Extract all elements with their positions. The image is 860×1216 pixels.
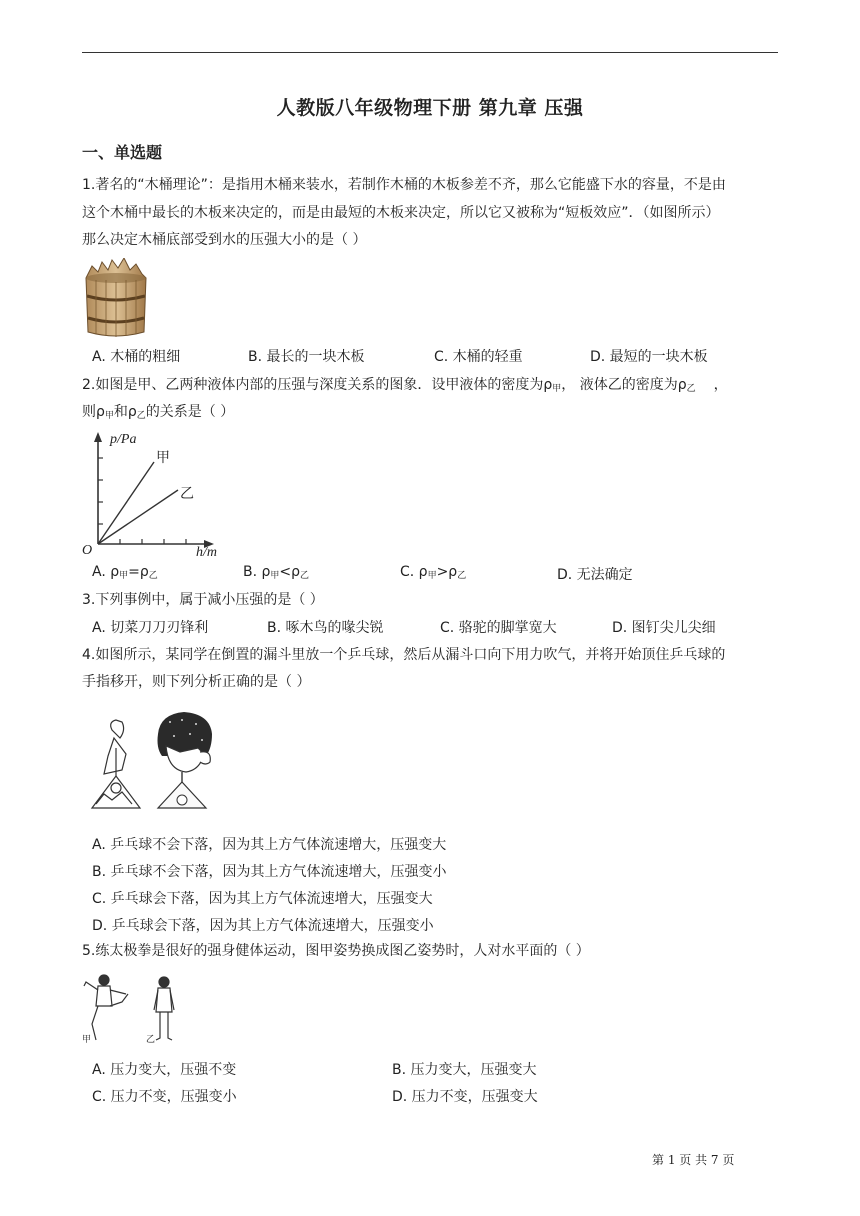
question-1-option-b[interactable]: B. 最长的一块木板 [248,349,365,365]
figure-label-jia: 甲 [82,1035,92,1045]
question-2-option-d[interactable]: D. 无法确定 [557,567,633,583]
pressure-depth-graph [80,428,230,560]
question-5-option-a[interactable]: A. 压力变大，压强不变 [92,1062,237,1078]
series-label-jia: 甲 [156,450,170,466]
question-4-option-c[interactable]: C. 乒乓球会下落，因为其上方气体流速增大，压强变大 [92,891,433,907]
question-4-option-d[interactable]: D. 乒乓球会下落，因为其上方气体流速增大，压强变小 [92,918,434,934]
question-4-option-b[interactable]: B. 乒乓球不会下落，因为其上方气体流速增大，压强变小 [92,864,447,880]
question-4-option-a[interactable]: A. 乒乓球不会下落，因为其上方气体流速增大，压强变大 [92,837,447,853]
question-5-option-d[interactable]: D. 压力不变，压强变大 [392,1089,538,1105]
question-3-option-d[interactable]: D. 图钉尖儿尖细 [612,620,716,636]
question-2-option-a[interactable]: A. $\rho_甲=\rho_乙$ [92,564,158,581]
x-axis-label: h/m [196,545,217,560]
question-4-line-1: 4.如图所示，某同学在倒置的漏斗里放一个乒乓球，然后从漏斗口向下用力吹气，并将开始顶住乒乓球的 [82,647,726,663]
page-number-footer: 第 1 页 共 7 页 [652,1153,735,1167]
question-1-option-d[interactable]: D. 最短的一块木板 [590,349,708,365]
question-5-line-1: 5.练太极拳是很好的强身健体运动，图甲姿势换成图乙姿势时，人对水平面的（ ） [82,943,590,959]
question-1-line-2: 这个木桶中最长的木板来决定的，而是由最短的木板来决定，所以它又被称为“短板效应”．（如图所示） [82,205,720,221]
question-4-line-2: 手指移开，则下列分析正确的是（ ） [82,674,311,690]
question-2-option-c[interactable]: C. $\rho_甲>\rho_乙$ [400,564,467,581]
question-3-line-1: 3.下列事例中，属于减小压强的是（ ） [82,592,324,608]
origin-label: O [82,543,93,558]
figure-label-yi: 乙 [146,1035,156,1045]
taichi-postures-figure [82,972,182,1046]
series-line-jia [98,462,154,544]
question-5-option-b[interactable]: B. 压力变大，压强变大 [392,1062,537,1078]
y-axis-label: p/Pa [110,432,137,447]
question-1-line-3: 那么决定木桶底部受到水的压强大小的是（ ） [82,232,367,248]
question-2-line-2: 则$\rho_甲$和$\rho_乙$的关系是（ ） [82,404,235,421]
question-3-option-b[interactable]: B. 啄木鸟的喙尖锐 [267,620,384,636]
question-5-option-c[interactable]: C. 压力不变，压强变小 [92,1089,237,1105]
series-line-yi [98,490,178,544]
question-2-line-1: 2.如图是甲、乙两种液体内部的压强与深度关系的图象．设甲液体的密度为$\rho_甲$， 液体乙的密度为$\rho_乙$ ， [82,377,728,394]
question-2-option-b[interactable]: B. $\rho_甲<\rho_乙$ [243,564,310,581]
question-3-option-a[interactable]: A. 切菜刀刀刃锋利 [92,620,209,636]
page-title: 人教版八年级物理下册 第九章 压强 [276,97,584,119]
y-axis-arrow [94,432,102,442]
question-1-option-a[interactable]: A. 木桶的粗细 [92,349,181,365]
question-1-line-1: 1.著名的“木桶理论”：是指用木桶来装水，若制作木桶的木板参差不齐，那么它能盛下水的容量，不是由 [82,177,726,193]
funnel-blowing-figure [82,708,222,820]
header-rule [82,52,778,53]
series-label-yi: 乙 [180,486,194,502]
section-heading: 一、单选题 [82,143,163,162]
wooden-bucket-figure [82,258,150,338]
question-3-option-c[interactable]: C. 骆驼的脚掌宽大 [440,620,557,636]
question-1-option-c[interactable]: C. 木桶的轻重 [434,349,523,365]
